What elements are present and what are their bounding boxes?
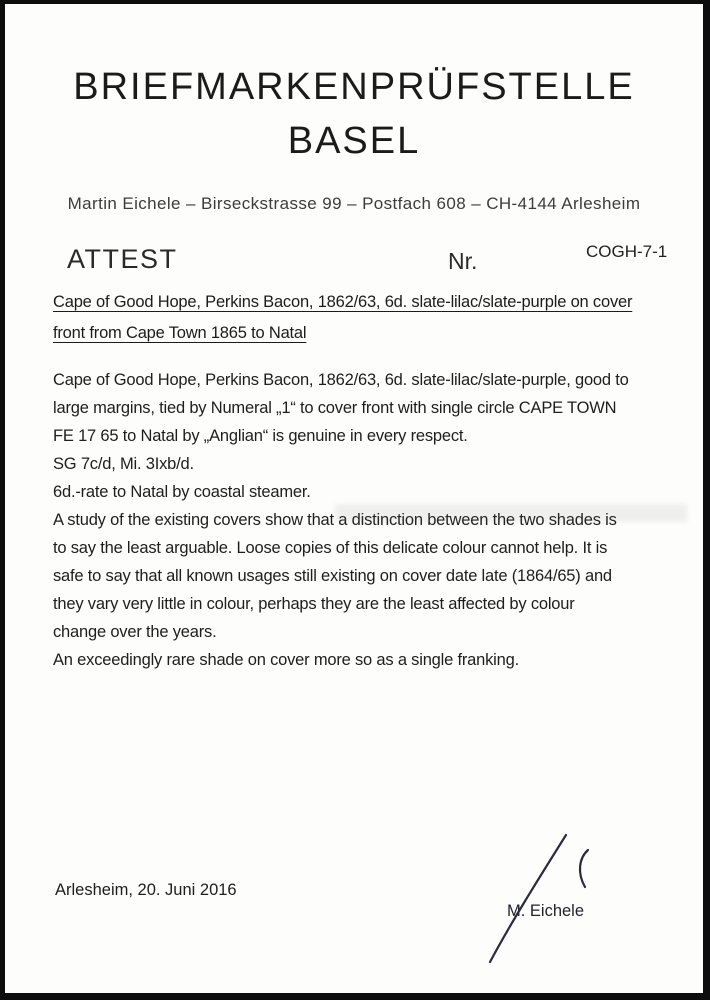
page-title-line2: BASEL <box>287 120 421 162</box>
subject-line: front from Cape Town 1865 to Natal <box>53 324 307 342</box>
body-line: SG 7c/d, Mi. 3Ixb/d. <box>53 455 194 473</box>
signature-stroke <box>435 804 675 984</box>
body-line: FE 17 65 to Natal by „Anglian“ is genuine in every respect. <box>53 427 468 445</box>
signature-name: M. Eichele <box>507 902 585 920</box>
body-paragraph <box>53 366 683 674</box>
date-line: Arlesheim, 20. Juni 2016 <box>55 881 237 899</box>
body-line: to say the least arguable. Loose copies of this delicate colour cannot help. It is <box>53 539 608 557</box>
address-line: Martin Eichele – Birseckstrasse 99 – Postfach 608 – CH-4144 Arlesheim <box>67 194 641 213</box>
letterhead <box>5 60 703 168</box>
body-line: A study of the existing covers show that a distinction between the two shades is <box>53 511 617 529</box>
nr-label: Nr. <box>448 248 478 274</box>
subject-heading <box>53 287 675 349</box>
body-line: change over the years. <box>53 623 217 641</box>
body-line: An exceedingly rare shade on cover more so as a single franking. <box>53 651 519 669</box>
subject-line: Cape of Good Hope, Perkins Bacon, 1862/63, 6d. slate-lilac/slate-purple on cover <box>53 293 633 311</box>
body-line: they vary very little in colour, perhaps they are the least affected by colour <box>53 595 575 613</box>
body-line: 6d.-rate to Natal by coastal steamer. <box>53 483 311 501</box>
attest-label: ATTEST <box>67 244 178 274</box>
body-line: safe to say that all known usages still existing on cover date late (1864/65) and <box>53 567 612 585</box>
certificate-number: COGH-7-1 <box>586 242 668 261</box>
body-line: large margins, tied by Numeral „1“ to cover front with single circle CAPE TOWN <box>53 399 617 417</box>
page-title-line1: BRIEFMARKENPRÜFSTELLE <box>73 66 635 108</box>
attest-row <box>5 242 703 276</box>
body-line: Cape of Good Hope, Perkins Bacon, 1862/63, 6d. slate-lilac/slate-purple, good to <box>53 371 629 389</box>
